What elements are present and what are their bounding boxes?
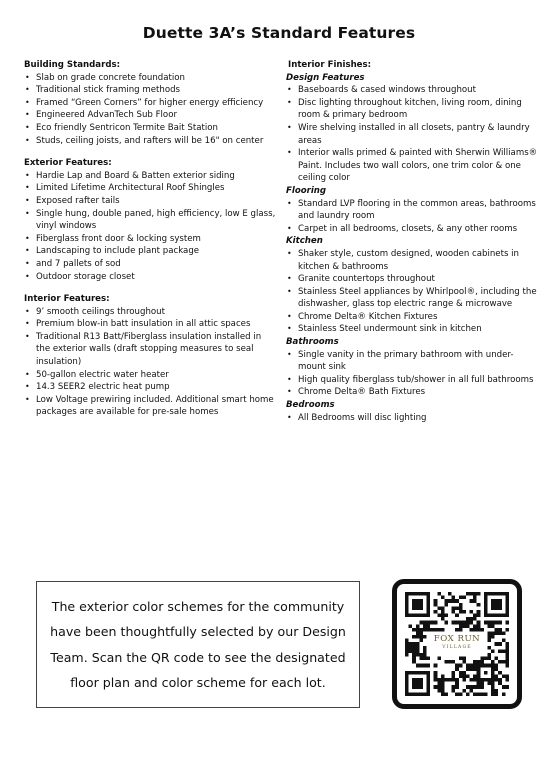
list-item: • Landscaping to include plant package	[24, 245, 276, 258]
interior-features-heading: Interior Features:	[24, 294, 110, 305]
list-item: • Standard LVP flooring in the common areas, bathrooms and laundry room	[286, 198, 538, 223]
list-item: • High quality fiberglass tub/shower in all full bathrooms	[286, 374, 538, 387]
list-item: • Slab on grade concrete foundation	[24, 72, 276, 85]
page-title: Duette 3A’s Standard Features	[142, 24, 416, 42]
exterior-features-section	[24, 157, 276, 283]
flooring-section	[286, 185, 538, 235]
bathrooms-heading: Bathrooms	[286, 337, 339, 348]
kitchen-list	[286, 248, 538, 336]
interior-features-list	[24, 306, 276, 419]
list-item: • Stainless Steel undermount sink in kitchen	[286, 323, 538, 336]
list-item: • Interior walls primed & painted with Sherwin Williams® Paint. Includes two wall colors, one trim color & one ceiling color	[286, 147, 538, 185]
list-item: • Shaker style, custom designed, wooden cabinets in kitchen & bathrooms	[286, 248, 538, 273]
design-features-heading: Design Features	[286, 72, 365, 83]
list-item: • Limited Lifetime Architectural Roof Shingles	[24, 182, 276, 195]
list-item: • 50-gallon electric water heater	[24, 369, 276, 382]
list-item: • Single vanity in the primary bathroom with under-mount sink	[286, 349, 538, 374]
bedrooms-section	[286, 399, 538, 424]
bedrooms-heading: Bedrooms	[286, 400, 335, 411]
list-item: • Stainless Steel appliances by Whirlpool®, including the dishwasher, glass top electric range & microwave	[286, 286, 538, 311]
list-item: • Wire shelving installed in all closets, pantry & laundry areas	[286, 122, 538, 147]
exterior-features-heading: Exterior Features:	[24, 158, 112, 169]
list-item: • Carpet in all bedrooms, closets, & any other rooms	[286, 223, 538, 236]
list-item: • 9’ smooth ceilings throughout	[24, 306, 276, 319]
list-item: • Studs, ceiling joists, and rafters will be 16" on center	[24, 135, 276, 148]
exterior-features-list	[24, 170, 276, 283]
list-item: • Framed “Green Corners” for higher energy efficiency	[24, 97, 276, 110]
list-item: • Traditional R13 Batt/Fiberglass insulation installed in the exterior walls (draft stopping measures to seal insulation)	[24, 331, 276, 369]
list-item: • Chrome Delta® Bath Fixtures	[286, 386, 538, 399]
fox-run-village-logo	[428, 634, 486, 654]
building-standards-heading: Building Standards:	[24, 60, 121, 70]
building-standards-section	[24, 59, 276, 147]
list-item: • Fiberglass front door & locking system	[24, 233, 276, 246]
interior-finishes-heading: Interior Finishes:	[288, 60, 372, 70]
bedrooms-list	[286, 412, 538, 425]
kitchen-heading: Kitchen	[286, 236, 323, 247]
list-item: • Disc lighting throughout kitchen, living room, dining room & primary bedroom	[286, 97, 538, 122]
list-item: • Engineered AdvanTech Sub Floor	[24, 109, 276, 122]
list-item: • Premium blow-in batt insulation in all attic spaces	[24, 318, 276, 331]
list-item: • Chrome Delta® Kitchen Fixtures	[286, 311, 538, 324]
list-item: • and 7 pallets of sod	[24, 258, 276, 271]
logo-brand-text: FOX RUN	[433, 634, 481, 644]
color-scheme-notice-box	[36, 581, 360, 708]
left-column	[24, 59, 276, 429]
design-features-section	[286, 72, 538, 185]
list-item: • 14.3 SEER2 electric heat pump	[24, 381, 276, 394]
design-features-list	[286, 84, 538, 185]
list-item: • Traditional stick framing methods	[24, 84, 276, 97]
logo-sub-text: VILLAGE	[442, 645, 472, 650]
list-item: • All Bedrooms will disc lighting	[286, 412, 538, 425]
flooring-heading: Flooring	[286, 185, 327, 196]
bathrooms-section	[286, 336, 538, 399]
list-item: • Granite countertops throughout	[286, 273, 538, 286]
list-item: • Single hung, double paned, high efficiency, low E glass, vinyl windows	[24, 208, 276, 233]
list-item: • Eco friendly Sentricon Termite Bait Station	[24, 122, 276, 135]
list-item: • Baseboards & cased windows throughout	[286, 84, 538, 97]
building-standards-list	[24, 72, 276, 148]
color-scheme-notice-text: The exterior color schemes for the community have been thoughtfully selected by our Design Team. Scan the QR code to see the designated floor plan and color scheme for each lot.	[50, 598, 346, 690]
list-item: • Low Voltage prewiring included. Additional smart home packages are available for pre-sale homes	[24, 394, 276, 419]
right-column	[286, 59, 538, 424]
bathrooms-list	[286, 349, 538, 399]
list-item: • Exposed rafter tails	[24, 195, 276, 208]
qr-code[interactable]	[392, 579, 522, 709]
interior-features-section	[24, 293, 276, 419]
list-item: • Outdoor storage closet	[24, 271, 276, 284]
flooring-list	[286, 198, 538, 236]
kitchen-section	[286, 235, 538, 336]
list-item: • Hardie Lap and Board & Batten exterior siding	[24, 170, 276, 183]
